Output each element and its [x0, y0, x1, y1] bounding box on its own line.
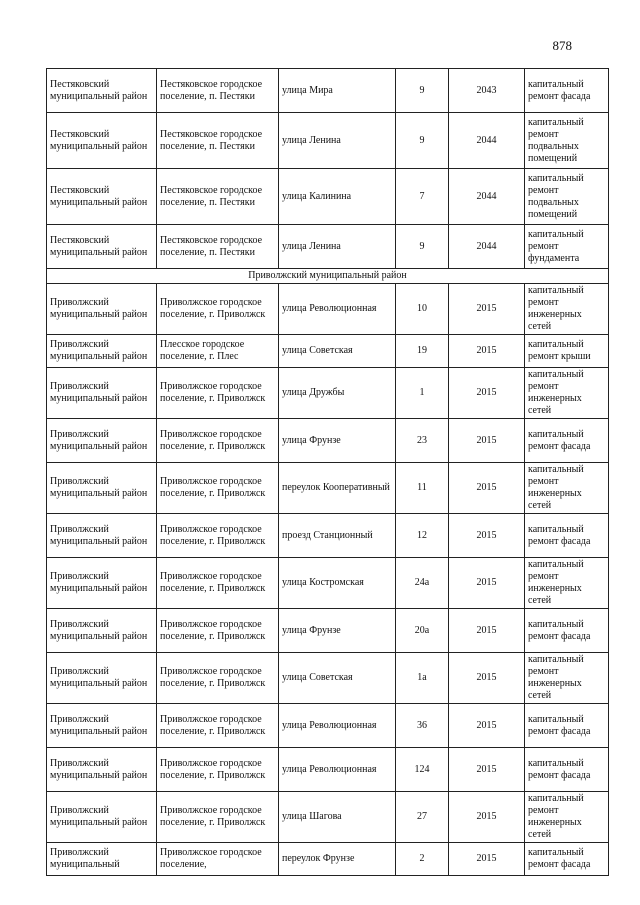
table-row — [47, 558, 609, 609]
table-row — [47, 792, 609, 843]
work-type-cell: капитальный ремонт фасада — [525, 514, 609, 558]
table-row — [47, 653, 609, 704]
table-row — [47, 113, 609, 169]
year-cell: 2015 — [449, 653, 525, 704]
year-cell: 2015 — [449, 514, 525, 558]
district-cell: Приволжский муниципальный район — [47, 704, 157, 748]
house-number-cell: 2 — [396, 843, 449, 876]
district-cell: Приволжский муниципальный — [47, 843, 157, 876]
section-header-row — [47, 269, 609, 284]
street-cell: улица Революционная — [279, 748, 396, 792]
street-cell: улица Революционная — [279, 284, 396, 335]
house-number-cell: 1 — [396, 368, 449, 419]
house-number-cell: 12 — [396, 514, 449, 558]
settlement-cell: Пестяковское городское поселение, п. Пестяки — [157, 69, 279, 113]
year-cell: 2015 — [449, 748, 525, 792]
district-cell: Приволжский муниципальный район — [47, 284, 157, 335]
table-row — [47, 463, 609, 514]
street-cell: улица Дружбы — [279, 368, 396, 419]
work-type-cell: капитальный ремонт подвальных помещений — [525, 113, 609, 169]
year-cell: 2044 — [449, 113, 525, 169]
street-cell: улица Ленина — [279, 113, 396, 169]
table-row — [47, 69, 609, 113]
year-cell: 2015 — [449, 419, 525, 463]
year-cell: 2015 — [449, 609, 525, 653]
work-type-cell: капитальный ремонт фасада — [525, 704, 609, 748]
district-cell: Пестяковский муниципальный район — [47, 169, 157, 225]
settlement-cell: Приволжское городское поселение, г. Приволжск — [157, 368, 279, 419]
house-number-cell: 36 — [396, 704, 449, 748]
settlement-cell: Пестяковское городское поселение, п. Пестяки — [157, 169, 279, 225]
year-cell: 2015 — [449, 463, 525, 514]
district-cell: Приволжский муниципальный район — [47, 653, 157, 704]
district-cell: Пестяковский муниципальный район — [47, 69, 157, 113]
district-cell: Приволжский муниципальный район — [47, 514, 157, 558]
district-cell: Приволжский муниципальный район — [47, 335, 157, 368]
district-cell: Приволжский муниципальный район — [47, 463, 157, 514]
settlement-cell: Приволжское городское поселение, г. Приволжск — [157, 514, 279, 558]
year-cell: 2015 — [449, 558, 525, 609]
table-row — [47, 609, 609, 653]
work-type-cell: капитальный ремонт фундамента — [525, 225, 609, 269]
year-cell: 2015 — [449, 368, 525, 419]
district-cell: Приволжский муниципальный район — [47, 748, 157, 792]
district-cell: Приволжский муниципальный район — [47, 368, 157, 419]
work-type-cell: капитальный ремонт инженерных сетей — [525, 368, 609, 419]
district-cell: Приволжский муниципальный район — [47, 558, 157, 609]
street-cell: улица Советская — [279, 653, 396, 704]
work-type-cell: капитальный ремонт крыши — [525, 335, 609, 368]
house-number-cell: 9 — [396, 225, 449, 269]
district-cell: Приволжский муниципальный район — [47, 792, 157, 843]
street-cell: переулок Фрунзе — [279, 843, 396, 876]
street-cell: проезд Станционный — [279, 514, 396, 558]
district-cell: Пестяковский муниципальный район — [47, 225, 157, 269]
table-row — [47, 843, 609, 876]
house-number-cell: 10 — [396, 284, 449, 335]
street-cell: улица Советская — [279, 335, 396, 368]
year-cell: 2015 — [449, 335, 525, 368]
settlement-cell: Приволжское городское поселение, г. Приволжск — [157, 463, 279, 514]
street-cell: улица Костромская — [279, 558, 396, 609]
work-type-cell: капитальный ремонт фасада — [525, 748, 609, 792]
settlement-cell: Приволжское городское поселение, г. Приволжск — [157, 704, 279, 748]
house-number-cell: 1а — [396, 653, 449, 704]
street-cell: улица Революционная — [279, 704, 396, 748]
settlement-cell: Приволжское городское поселение, г. Приволжск — [157, 419, 279, 463]
table-row — [47, 419, 609, 463]
settlement-cell: Приволжское городское поселение, г. Приволжск — [157, 609, 279, 653]
house-number-cell: 9 — [396, 69, 449, 113]
house-number-cell: 19 — [396, 335, 449, 368]
district-cell: Приволжский муниципальный район — [47, 609, 157, 653]
year-cell: 2015 — [449, 284, 525, 335]
house-number-cell: 7 — [396, 169, 449, 225]
work-type-cell: капитальный ремонт инженерных сетей — [525, 558, 609, 609]
year-cell: 2044 — [449, 225, 525, 269]
house-number-cell: 23 — [396, 419, 449, 463]
table-row — [47, 169, 609, 225]
settlement-cell: Приволжское городское поселение, г. Приволжск — [157, 748, 279, 792]
repair-registry-table — [46, 68, 609, 876]
table-row — [47, 225, 609, 269]
work-type-cell: капитальный ремонт инженерных сетей — [525, 653, 609, 704]
table-row — [47, 514, 609, 558]
work-type-cell: капитальный ремонт фасада — [525, 609, 609, 653]
year-cell: 2044 — [449, 169, 525, 225]
work-type-cell: капитальный ремонт инженерных сетей — [525, 284, 609, 335]
table-row — [47, 748, 609, 792]
settlement-cell: Пестяковское городское поселение, п. Пестяки — [157, 225, 279, 269]
year-cell: 2015 — [449, 792, 525, 843]
year-cell: 2015 — [449, 704, 525, 748]
house-number-cell: 124 — [396, 748, 449, 792]
settlement-cell: Плесское городское поселение, г. Плес — [157, 335, 279, 368]
work-type-cell: капитальный ремонт фасада — [525, 419, 609, 463]
settlement-cell: Приволжское городское поселение, — [157, 843, 279, 876]
year-cell: 2043 — [449, 69, 525, 113]
street-cell: улица Ленина — [279, 225, 396, 269]
year-cell: 2015 — [449, 843, 525, 876]
page-number: 878 — [552, 38, 572, 53]
settlement-cell: Пестяковское городское поселение, п. Пестяки — [157, 113, 279, 169]
work-type-cell: капитальный ремонт инженерных сетей — [525, 463, 609, 514]
street-cell: улица Фрунзе — [279, 419, 396, 463]
settlement-cell: Приволжское городское поселение, г. Приволжск — [157, 558, 279, 609]
house-number-cell: 20а — [396, 609, 449, 653]
work-type-cell: капитальный ремонт инженерных сетей — [525, 792, 609, 843]
work-type-cell: капитальный ремонт фасада — [525, 69, 609, 113]
street-cell: улица Фрунзе — [279, 609, 396, 653]
settlement-cell: Приволжское городское поселение, г. Приволжск — [157, 792, 279, 843]
house-number-cell: 27 — [396, 792, 449, 843]
street-cell: переулок Кооперативный — [279, 463, 396, 514]
settlement-cell: Приволжское городское поселение, г. Приволжск — [157, 284, 279, 335]
street-cell: улица Мира — [279, 69, 396, 113]
table-row — [47, 335, 609, 368]
street-cell: улица Калинина — [279, 169, 396, 225]
district-cell: Приволжский муниципальный район — [47, 419, 157, 463]
house-number-cell: 11 — [396, 463, 449, 514]
district-cell: Пестяковский муниципальный район — [47, 113, 157, 169]
registry-table-body — [47, 69, 609, 876]
table-row — [47, 368, 609, 419]
table-row — [47, 704, 609, 748]
work-type-cell: капитальный ремонт подвальных помещений — [525, 169, 609, 225]
work-type-cell: капитальный ремонт фасада — [525, 843, 609, 876]
house-number-cell: 24а — [396, 558, 449, 609]
house-number-cell: 9 — [396, 113, 449, 169]
street-cell: улица Шагова — [279, 792, 396, 843]
table-row — [47, 284, 609, 335]
settlement-cell: Приволжское городское поселение, г. Приволжск — [157, 653, 279, 704]
section-title: Приволжский муниципальный район — [47, 269, 609, 284]
